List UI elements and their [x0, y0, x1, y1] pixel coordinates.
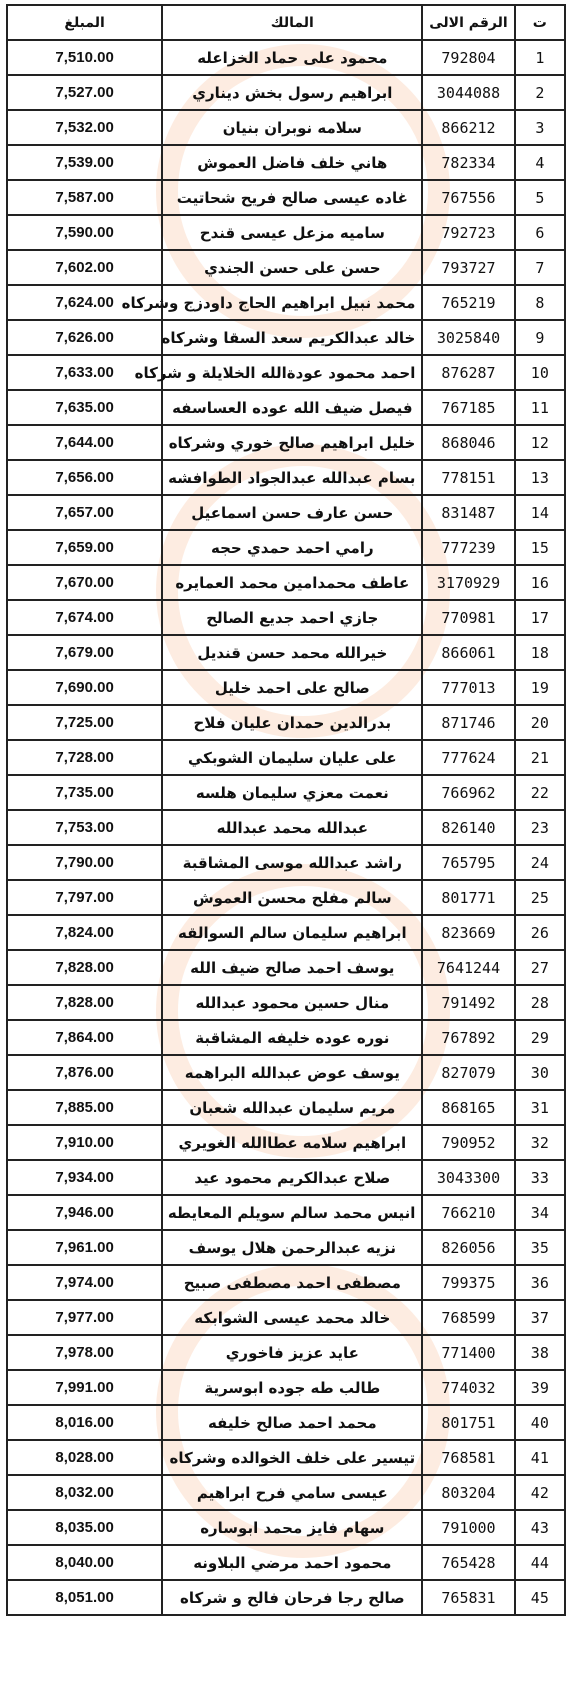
row-owner: خليل ابراهيم صالح خوري وشركاه — [162, 425, 422, 460]
row-owner: فيصل ضيف الله عوده العساسفه — [162, 390, 422, 425]
row-number: 33 — [515, 1160, 565, 1195]
table-row — [7, 705, 565, 740]
row-amount: 8,040.00 — [7, 1545, 162, 1580]
row-id: 801751 — [422, 1405, 514, 1440]
row-owner: صالح رجا فرحان فالح و شركاه — [162, 1580, 422, 1615]
table-row — [7, 635, 565, 670]
row-amount: 7,587.00 — [7, 180, 162, 215]
row-amount: 7,946.00 — [7, 1195, 162, 1230]
table-row — [7, 880, 565, 915]
row-owner: جازي احمد جديع الصالح — [162, 600, 422, 635]
table-row — [7, 600, 565, 635]
row-id: 792804 — [422, 40, 514, 75]
table-row — [7, 215, 565, 250]
row-id: 778151 — [422, 460, 514, 495]
row-amount: 7,657.00 — [7, 495, 162, 530]
table-row — [7, 355, 565, 390]
row-owner: عايد عزيز فاخوري — [162, 1335, 422, 1370]
row-number: 3 — [515, 110, 565, 145]
table-row — [7, 1090, 565, 1125]
row-number: 36 — [515, 1265, 565, 1300]
row-owner: احمد محمود عودةالله الخلايلة و شركاه — [162, 355, 422, 390]
table-row — [7, 1580, 565, 1615]
table-row — [7, 985, 565, 1020]
row-amount: 7,674.00 — [7, 600, 162, 635]
row-id: 3044088 — [422, 75, 514, 110]
row-id: 767185 — [422, 390, 514, 425]
row-amount: 7,728.00 — [7, 740, 162, 775]
table-header-row — [7, 5, 565, 40]
row-amount: 7,977.00 — [7, 1300, 162, 1335]
row-owner: محمد نبيل ابراهيم الحاج داودزج وشركاه — [162, 285, 422, 320]
table-row — [7, 1195, 565, 1230]
row-amount: 7,978.00 — [7, 1335, 162, 1370]
row-amount: 7,659.00 — [7, 530, 162, 565]
row-id: 3043300 — [422, 1160, 514, 1195]
row-id: 866061 — [422, 635, 514, 670]
row-number: 44 — [515, 1545, 565, 1580]
row-amount: 7,974.00 — [7, 1265, 162, 1300]
table-row — [7, 1300, 565, 1335]
row-owner: عاطف محمدامين محمد العمايره — [162, 565, 422, 600]
row-id: 3025840 — [422, 320, 514, 355]
row-number: 43 — [515, 1510, 565, 1545]
row-number: 22 — [515, 775, 565, 810]
row-number: 14 — [515, 495, 565, 530]
row-id: 765831 — [422, 1580, 514, 1615]
table-row — [7, 1370, 565, 1405]
table-row — [7, 75, 565, 110]
row-number: 25 — [515, 880, 565, 915]
table-row — [7, 145, 565, 180]
row-owner: منال حسين محمود عبدالله — [162, 985, 422, 1020]
row-number: 8 — [515, 285, 565, 320]
row-id: 767892 — [422, 1020, 514, 1055]
row-owner: سهام فايز محمد ابوساره — [162, 1510, 422, 1545]
row-owner: خالد محمد عيسى الشوابكه — [162, 1300, 422, 1335]
row-amount: 7,670.00 — [7, 565, 162, 600]
row-amount: 8,016.00 — [7, 1405, 162, 1440]
row-amount: 7,626.00 — [7, 320, 162, 355]
row-id: 801771 — [422, 880, 514, 915]
table-row — [7, 1405, 565, 1440]
table-row — [7, 845, 565, 880]
table-row — [7, 180, 565, 215]
row-number: 26 — [515, 915, 565, 950]
row-number: 30 — [515, 1055, 565, 1090]
table-row — [7, 950, 565, 985]
row-owner: ابراهيم رسول بخش ديناري — [162, 75, 422, 110]
row-id: 777239 — [422, 530, 514, 565]
row-number: 11 — [515, 390, 565, 425]
row-number: 21 — [515, 740, 565, 775]
header-id: الرقم الالى — [422, 5, 514, 40]
row-amount: 7,644.00 — [7, 425, 162, 460]
row-id: 765428 — [422, 1545, 514, 1580]
row-owner: غاده عيسى صالح فريح شحاتيت — [162, 180, 422, 215]
row-owner: طالب طه جوده ابوسرية — [162, 1370, 422, 1405]
table-row — [7, 1230, 565, 1265]
row-amount: 8,032.00 — [7, 1475, 162, 1510]
row-number: 39 — [515, 1370, 565, 1405]
row-owner: خالد عبدالكريم سعد السقا وشركاه — [162, 320, 422, 355]
table-row — [7, 495, 565, 530]
row-number: 13 — [515, 460, 565, 495]
row-number: 16 — [515, 565, 565, 600]
header-owner: المالك — [162, 5, 422, 40]
row-number: 24 — [515, 845, 565, 880]
row-owner: يوسف عوض عبدالله البراهمه — [162, 1055, 422, 1090]
header-amount: المبلغ — [7, 5, 162, 40]
row-amount: 7,828.00 — [7, 950, 162, 985]
table-row — [7, 1440, 565, 1475]
row-owner: محمود على حماد الخزاعله — [162, 40, 422, 75]
row-amount: 7,590.00 — [7, 215, 162, 250]
row-id: 766210 — [422, 1195, 514, 1230]
table-row — [7, 1020, 565, 1055]
row-id: 770981 — [422, 600, 514, 635]
row-id: 793727 — [422, 250, 514, 285]
row-number: 32 — [515, 1125, 565, 1160]
row-number: 12 — [515, 425, 565, 460]
row-amount: 7,735.00 — [7, 775, 162, 810]
table-row — [7, 320, 565, 355]
row-id: 823669 — [422, 915, 514, 950]
row-id: 767556 — [422, 180, 514, 215]
row-id: 768581 — [422, 1440, 514, 1475]
table-row — [7, 1265, 565, 1300]
row-id: 777013 — [422, 670, 514, 705]
row-number: 18 — [515, 635, 565, 670]
row-id: 799375 — [422, 1265, 514, 1300]
row-id: 792723 — [422, 215, 514, 250]
row-amount: 7,725.00 — [7, 705, 162, 740]
row-number: 6 — [515, 215, 565, 250]
row-id: 771400 — [422, 1335, 514, 1370]
row-id: 3170929 — [422, 565, 514, 600]
row-number: 2 — [515, 75, 565, 110]
row-id: 777624 — [422, 740, 514, 775]
row-amount: 7,532.00 — [7, 110, 162, 145]
row-owner: راشد عبدالله موسى المشاقبة — [162, 845, 422, 880]
table-row — [7, 110, 565, 145]
row-number: 45 — [515, 1580, 565, 1615]
table-row — [7, 1545, 565, 1580]
row-id: 866212 — [422, 110, 514, 145]
row-amount: 7,656.00 — [7, 460, 162, 495]
row-number: 23 — [515, 810, 565, 845]
row-number: 40 — [515, 1405, 565, 1440]
row-amount: 7,539.00 — [7, 145, 162, 180]
table-row — [7, 1335, 565, 1370]
table-row — [7, 530, 565, 565]
row-amount: 7,635.00 — [7, 390, 162, 425]
row-amount: 7,679.00 — [7, 635, 162, 670]
table-row — [7, 740, 565, 775]
row-id: 871746 — [422, 705, 514, 740]
row-number: 9 — [515, 320, 565, 355]
row-amount: 8,051.00 — [7, 1580, 162, 1615]
row-owner: نعمت معزي سليمان هلسه — [162, 775, 422, 810]
row-number: 34 — [515, 1195, 565, 1230]
row-number: 5 — [515, 180, 565, 215]
row-amount: 7,510.00 — [7, 40, 162, 75]
row-owner: خيرالله محمد حسن قنديل — [162, 635, 422, 670]
row-amount: 7,633.00 — [7, 355, 162, 390]
row-owner: ابراهيم سليمان سالم السوالقه — [162, 915, 422, 950]
row-number: 42 — [515, 1475, 565, 1510]
table-row — [7, 285, 565, 320]
row-owner: انيس محمد سالم سويلم المعايطه — [162, 1195, 422, 1230]
table-row — [7, 1475, 565, 1510]
row-id: 765219 — [422, 285, 514, 320]
row-amount: 7,876.00 — [7, 1055, 162, 1090]
row-id: 782334 — [422, 145, 514, 180]
row-owner: رامي احمد حمدي حجه — [162, 530, 422, 565]
row-id: 868165 — [422, 1090, 514, 1125]
table-row — [7, 1055, 565, 1090]
row-amount: 7,624.00 — [7, 285, 162, 320]
table-row — [7, 915, 565, 950]
row-owner: نزيه عبدالرحمن هلال يوسف — [162, 1230, 422, 1265]
table-body — [7, 40, 565, 1615]
row-amount: 8,035.00 — [7, 1510, 162, 1545]
row-amount: 7,797.00 — [7, 880, 162, 915]
row-id: 791492 — [422, 985, 514, 1020]
row-owner: مريم سليمان عبدالله شعبان — [162, 1090, 422, 1125]
row-owner: سالم مفلح محسن العموش — [162, 880, 422, 915]
row-id: 876287 — [422, 355, 514, 390]
row-id: 791000 — [422, 1510, 514, 1545]
row-amount: 8,028.00 — [7, 1440, 162, 1475]
row-owner: تيسير على خلف الخوالده وشركاه — [162, 1440, 422, 1475]
row-amount: 7,864.00 — [7, 1020, 162, 1055]
table-row — [7, 775, 565, 810]
row-owner: حسن عارف حسن اسماعيل — [162, 495, 422, 530]
row-owner: محمد احمد صالح خليفه — [162, 1405, 422, 1440]
row-owner: صالح على احمد خليل — [162, 670, 422, 705]
table-row — [7, 1510, 565, 1545]
table-row — [7, 670, 565, 705]
row-id: 768599 — [422, 1300, 514, 1335]
row-owner: عبدالله محمد عبدالله — [162, 810, 422, 845]
row-owner: محمود احمد مرضي البلاونه — [162, 1545, 422, 1580]
row-owner: بدرالدين حمدان عليان فلاح — [162, 705, 422, 740]
row-amount: 7,790.00 — [7, 845, 162, 880]
row-id: 831487 — [422, 495, 514, 530]
row-owner: نوره عوده خليفه المشاقبة — [162, 1020, 422, 1055]
row-owner: هاني خلف فاضل العموش — [162, 145, 422, 180]
row-number: 19 — [515, 670, 565, 705]
row-number: 29 — [515, 1020, 565, 1055]
row-amount: 7,824.00 — [7, 915, 162, 950]
row-amount: 7,885.00 — [7, 1090, 162, 1125]
row-owner: حسن على حسن الجندي — [162, 250, 422, 285]
header-num: ت — [515, 5, 565, 40]
table-row — [7, 1160, 565, 1195]
row-id: 774032 — [422, 1370, 514, 1405]
row-amount: 7,527.00 — [7, 75, 162, 110]
row-number: 4 — [515, 145, 565, 180]
row-number: 17 — [515, 600, 565, 635]
row-amount: 7,910.00 — [7, 1125, 162, 1160]
row-id: 765795 — [422, 845, 514, 880]
row-id: 868046 — [422, 425, 514, 460]
table-row — [7, 460, 565, 495]
row-owner: سلامه نوبران بنيان — [162, 110, 422, 145]
row-owner: عيسى سامي فرح ابراهيم — [162, 1475, 422, 1510]
row-number: 7 — [515, 250, 565, 285]
table-row — [7, 250, 565, 285]
row-owner: مصطفى احمد مصطفى صبيح — [162, 1265, 422, 1300]
row-amount: 7,828.00 — [7, 985, 162, 1020]
row-id: 766962 — [422, 775, 514, 810]
row-number: 10 — [515, 355, 565, 390]
row-number: 37 — [515, 1300, 565, 1335]
row-owner: بسام عبدالله عبدالجواد الطوافشه — [162, 460, 422, 495]
row-amount: 7,690.00 — [7, 670, 162, 705]
row-id: 790952 — [422, 1125, 514, 1160]
owners-table — [6, 4, 566, 1616]
table-row — [7, 565, 565, 600]
row-number: 27 — [515, 950, 565, 985]
row-number: 28 — [515, 985, 565, 1020]
row-id: 827079 — [422, 1055, 514, 1090]
row-id: 803204 — [422, 1475, 514, 1510]
document-sheet — [6, 4, 566, 1688]
row-amount: 7,602.00 — [7, 250, 162, 285]
row-owner: ساميه مزعل عيسى قندح — [162, 215, 422, 250]
row-owner: صلاح عبدالكريم محمود عيد — [162, 1160, 422, 1195]
row-number: 31 — [515, 1090, 565, 1125]
table-row — [7, 390, 565, 425]
row-amount: 7,753.00 — [7, 810, 162, 845]
row-number: 1 — [515, 40, 565, 75]
row-amount: 7,991.00 — [7, 1370, 162, 1405]
row-id: 826140 — [422, 810, 514, 845]
row-owner: على عليان سليمان الشوبكي — [162, 740, 422, 775]
row-id: 7641244 — [422, 950, 514, 985]
row-id: 826056 — [422, 1230, 514, 1265]
row-number: 20 — [515, 705, 565, 740]
row-amount: 7,961.00 — [7, 1230, 162, 1265]
row-number: 41 — [515, 1440, 565, 1475]
row-number: 35 — [515, 1230, 565, 1265]
table-row — [7, 1125, 565, 1160]
row-number: 38 — [515, 1335, 565, 1370]
row-amount: 7,934.00 — [7, 1160, 162, 1195]
row-number: 15 — [515, 530, 565, 565]
row-owner: يوسف احمد صالح ضيف الله — [162, 950, 422, 985]
row-owner: ابراهيم سلامه عطاالله الغويري — [162, 1125, 422, 1160]
table-row — [7, 425, 565, 460]
table-row — [7, 810, 565, 845]
table-row — [7, 40, 565, 75]
